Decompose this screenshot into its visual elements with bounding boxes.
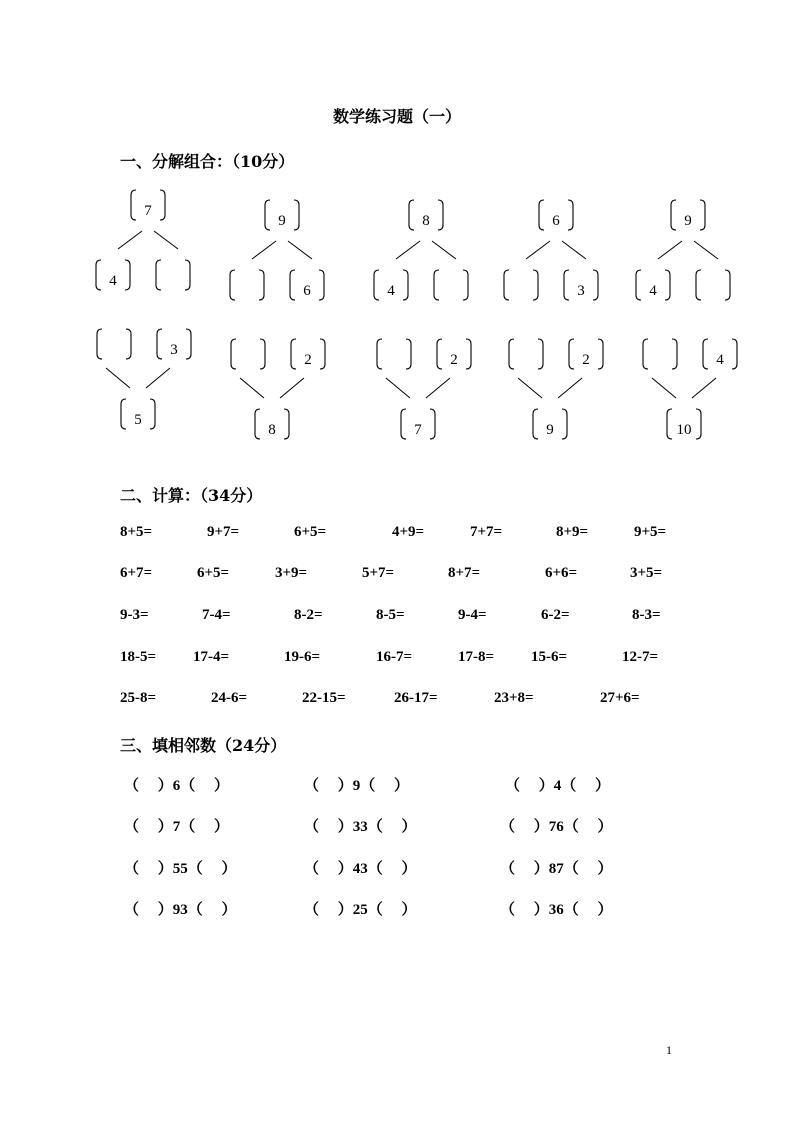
bracket-right bbox=[406, 339, 411, 369]
bracket-right bbox=[438, 200, 443, 230]
bond-number: 6 bbox=[552, 213, 560, 229]
bracket-left bbox=[121, 399, 126, 429]
bond-connector bbox=[396, 241, 420, 259]
bracket-right bbox=[672, 339, 677, 369]
bond-total-box bbox=[409, 200, 443, 230]
bond-connector bbox=[692, 378, 716, 398]
adjacent-problem: （ ）76（ ） bbox=[500, 819, 613, 835]
bracket-left bbox=[377, 339, 382, 369]
bracket-left bbox=[667, 409, 672, 439]
bond-total-box bbox=[401, 409, 435, 439]
bond-connector bbox=[252, 241, 276, 259]
bond-number: 4 bbox=[387, 283, 395, 299]
calc-problem: 8+7= bbox=[448, 565, 481, 581]
bond-number: 10 bbox=[676, 422, 692, 438]
bond-part-box bbox=[290, 270, 324, 300]
bracket-left bbox=[533, 409, 538, 439]
bracket-right bbox=[700, 200, 705, 230]
number-bond-diagrams bbox=[0, 0, 794, 460]
bond-total-box bbox=[131, 190, 165, 220]
bracket-left bbox=[636, 270, 641, 300]
bond-part-box bbox=[291, 339, 325, 369]
bracket-left bbox=[703, 339, 708, 369]
calc-row bbox=[0, 690, 794, 712]
bracket-left bbox=[231, 339, 236, 369]
bracket-right bbox=[160, 190, 165, 220]
bracket-right bbox=[696, 409, 701, 439]
adjacent-row bbox=[0, 898, 794, 920]
bracket-right bbox=[665, 270, 670, 300]
calc-problem: 6+5= bbox=[294, 524, 327, 540]
bracket-right bbox=[463, 270, 468, 300]
bond-number: 8 bbox=[268, 422, 276, 438]
bond-connector bbox=[526, 241, 550, 259]
bracket-left bbox=[157, 329, 162, 359]
bond-number: 4 bbox=[716, 352, 724, 368]
adjacent-problem: （ ）9（ ） bbox=[304, 778, 410, 794]
bracket-right bbox=[598, 339, 603, 369]
calc-problem: 23+8= bbox=[494, 690, 534, 706]
bracket-left bbox=[374, 270, 379, 300]
bond-part-box bbox=[643, 339, 677, 369]
bond-number: 2 bbox=[582, 352, 590, 368]
calc-row bbox=[0, 524, 794, 546]
calc-problem: 7+7= bbox=[470, 524, 503, 540]
calc-problem: 9-3= bbox=[120, 607, 149, 623]
calc-problem: 8-5= bbox=[376, 607, 405, 623]
bracket-right bbox=[533, 270, 538, 300]
bracket-right bbox=[725, 270, 730, 300]
calc-problem: 6+7= bbox=[120, 565, 153, 581]
calc-problem: 9-4= bbox=[458, 607, 487, 623]
bond-number: 4 bbox=[649, 283, 657, 299]
bracket-right bbox=[125, 260, 130, 290]
calc-problem: 9+5= bbox=[634, 524, 667, 540]
bond-part-box bbox=[569, 339, 603, 369]
bracket-left bbox=[96, 260, 101, 290]
bracket-left bbox=[255, 409, 260, 439]
adjacent-problem: （ ）87（ ） bbox=[500, 861, 613, 877]
calc-problem: 18-5= bbox=[120, 649, 157, 665]
calc-problem: 16-7= bbox=[376, 649, 413, 665]
calc-problem: 5+7= bbox=[362, 565, 395, 581]
bond-connector bbox=[658, 241, 682, 259]
bracket-right bbox=[260, 339, 265, 369]
calc-row bbox=[0, 607, 794, 629]
bond-connector bbox=[558, 378, 582, 398]
bracket-left bbox=[265, 200, 270, 230]
bond-number: 5 bbox=[134, 412, 142, 428]
bond-connector bbox=[288, 241, 312, 259]
bond-connector bbox=[432, 241, 456, 259]
bond-number: 9 bbox=[684, 213, 692, 229]
bracket-right bbox=[185, 260, 190, 290]
bond-connector bbox=[240, 378, 264, 398]
bracket-left bbox=[291, 339, 296, 369]
bond-part-box bbox=[504, 270, 538, 300]
bond-number: 9 bbox=[278, 213, 286, 229]
page-title: 数学练习题（一） bbox=[332, 107, 461, 126]
bracket-right bbox=[562, 409, 567, 439]
bond-number: 3 bbox=[170, 342, 178, 358]
bracket-right bbox=[593, 270, 598, 300]
calc-problem: 6-2= bbox=[541, 607, 570, 623]
bond-part-box bbox=[230, 270, 264, 300]
calc-problem: 8-2= bbox=[294, 607, 323, 623]
bracket-right bbox=[294, 200, 299, 230]
bond-part-box bbox=[703, 339, 737, 369]
bond-connector bbox=[694, 241, 718, 259]
bond-part-box bbox=[97, 329, 131, 359]
bracket-left bbox=[97, 329, 102, 359]
page-number: 1 bbox=[666, 1043, 672, 1057]
bond-number: 3 bbox=[577, 283, 585, 299]
bond-part-box bbox=[96, 260, 130, 290]
bond-part-box bbox=[564, 270, 598, 300]
bond-total-box bbox=[671, 200, 705, 230]
bond-part-box bbox=[509, 339, 543, 369]
calc-problem: 24-6= bbox=[211, 690, 248, 706]
bracket-left bbox=[434, 270, 439, 300]
bracket-left bbox=[569, 339, 574, 369]
bond-number: 8 bbox=[422, 213, 430, 229]
bracket-left bbox=[290, 270, 295, 300]
bracket-left bbox=[230, 270, 235, 300]
bond-total-box bbox=[667, 409, 701, 439]
bracket-right bbox=[150, 399, 155, 429]
bracket-left bbox=[671, 200, 676, 230]
calc-problem: 25-8= bbox=[120, 690, 157, 706]
bracket-left bbox=[504, 270, 509, 300]
bond-total-box bbox=[265, 200, 299, 230]
adjacent-problem: （ ）33（ ） bbox=[304, 819, 417, 835]
bracket-right bbox=[403, 270, 408, 300]
adjacent-problem: （ ）7（ ） bbox=[124, 819, 230, 835]
bracket-right bbox=[319, 270, 324, 300]
bond-connector bbox=[386, 378, 410, 398]
bond-connector bbox=[426, 378, 450, 398]
bond-connector bbox=[518, 378, 542, 398]
calc-problem: 6+5= bbox=[197, 565, 230, 581]
bond-total-box bbox=[121, 399, 155, 429]
calc-problem: 3+9= bbox=[275, 565, 308, 581]
bracket-left bbox=[437, 339, 442, 369]
calc-problem: 15-6= bbox=[531, 649, 568, 665]
bracket-right bbox=[538, 339, 543, 369]
bond-number: 9 bbox=[546, 422, 554, 438]
bracket-left bbox=[131, 190, 136, 220]
calc-problem: 17-4= bbox=[193, 649, 230, 665]
bracket-left bbox=[564, 270, 569, 300]
bracket-right bbox=[284, 409, 289, 439]
bond-part-box bbox=[434, 270, 468, 300]
calc-problem: 6+6= bbox=[545, 565, 578, 581]
calc-problem: 8-3= bbox=[632, 607, 661, 623]
bond-part-box bbox=[636, 270, 670, 300]
adjacent-row bbox=[0, 857, 794, 879]
calc-problem: 12-7= bbox=[622, 649, 659, 665]
calc-problem: 8+5= bbox=[120, 524, 153, 540]
bond-total-box bbox=[533, 409, 567, 439]
bond-number: 2 bbox=[304, 352, 312, 368]
bond-number: 6 bbox=[303, 283, 311, 299]
calc-problem: 8+9= bbox=[556, 524, 589, 540]
adjacent-problem: （ ）25（ ） bbox=[304, 902, 417, 918]
calc-row bbox=[0, 565, 794, 587]
bond-part-box bbox=[437, 339, 471, 369]
bracket-right bbox=[568, 200, 573, 230]
bracket-right bbox=[126, 329, 131, 359]
bond-number: 7 bbox=[144, 203, 152, 219]
bracket-left bbox=[409, 200, 414, 230]
bond-part-box bbox=[377, 339, 411, 369]
bracket-left bbox=[539, 200, 544, 230]
section-heading-calculation: 二、计算：（34分） bbox=[120, 486, 263, 505]
bond-connector bbox=[280, 378, 304, 398]
adjacent-problem: （ ）55（ ） bbox=[124, 861, 237, 877]
bracket-left bbox=[401, 409, 406, 439]
bond-part-box bbox=[374, 270, 408, 300]
bracket-right bbox=[259, 270, 264, 300]
bracket-left bbox=[643, 339, 648, 369]
section-heading-decomposition: 一、分解组合：（10分） bbox=[120, 152, 295, 171]
calc-problem: 26-17= bbox=[394, 690, 438, 706]
bracket-left bbox=[509, 339, 514, 369]
bond-number: 7 bbox=[414, 422, 422, 438]
bracket-right bbox=[466, 339, 471, 369]
bond-part-box bbox=[231, 339, 265, 369]
calc-problem: 22-15= bbox=[302, 690, 346, 706]
bond-connector bbox=[106, 368, 130, 388]
calc-problem: 9+7= bbox=[207, 524, 240, 540]
bond-part-box bbox=[696, 270, 730, 300]
bracket-right bbox=[430, 409, 435, 439]
bond-connector bbox=[154, 231, 178, 249]
calc-problem: 27+6= bbox=[600, 690, 640, 706]
adjacent-problem: （ ）36（ ） bbox=[500, 902, 613, 918]
adjacent-row bbox=[0, 774, 794, 796]
bracket-right bbox=[320, 339, 325, 369]
bond-number: 2 bbox=[450, 352, 458, 368]
bond-total-box bbox=[255, 409, 289, 439]
bond-connector bbox=[146, 368, 170, 388]
calc-row bbox=[0, 649, 794, 671]
calc-problem: 7-4= bbox=[202, 607, 231, 623]
adjacent-problem: （ ）6（ ） bbox=[124, 778, 230, 794]
calc-problem: 3+5= bbox=[630, 565, 663, 581]
bracket-left bbox=[156, 260, 161, 290]
bond-part-box bbox=[157, 329, 191, 359]
bond-connector bbox=[118, 231, 142, 249]
bracket-right bbox=[186, 329, 191, 359]
adjacent-problem: （ ）43（ ） bbox=[304, 861, 417, 877]
bond-connector bbox=[652, 378, 676, 398]
adjacent-problem: （ ）4（ ） bbox=[505, 778, 611, 794]
adjacent-problem: （ ）93（ ） bbox=[124, 902, 237, 918]
adjacent-row bbox=[0, 815, 794, 837]
calc-problem: 19-6= bbox=[284, 649, 321, 665]
calc-problem: 17-8= bbox=[458, 649, 495, 665]
bracket-right bbox=[732, 339, 737, 369]
bond-part-box bbox=[156, 260, 190, 290]
bond-total-box bbox=[539, 200, 573, 230]
section-heading-adjacent-numbers: 三、填相邻数（24分） bbox=[120, 736, 287, 755]
calc-problem: 4+9= bbox=[392, 524, 425, 540]
bond-connector bbox=[562, 241, 586, 259]
bond-number: 4 bbox=[109, 273, 117, 289]
bracket-left bbox=[696, 270, 701, 300]
